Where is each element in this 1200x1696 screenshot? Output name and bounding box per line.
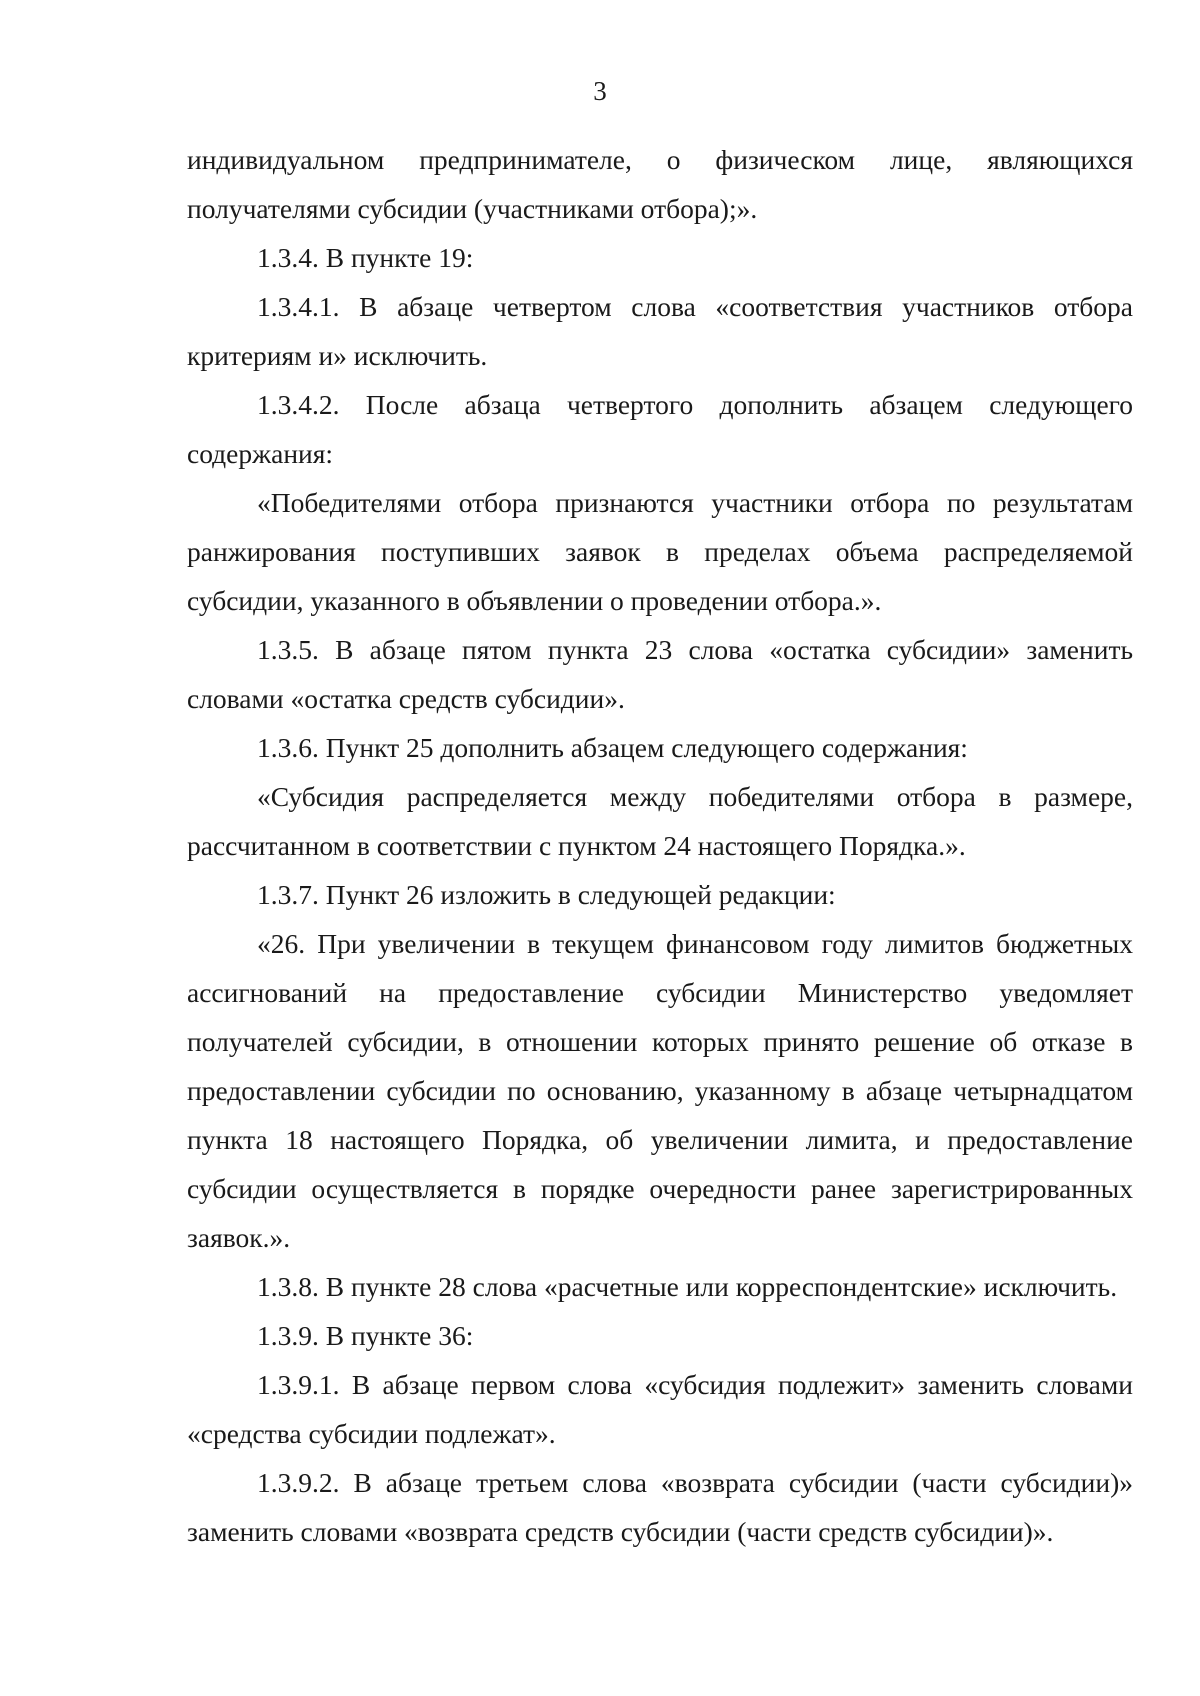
paragraph-1-3-9-2: 1.3.9.2. В абзаце третьем слова «возврата субсидии (части субсидии)» заменить словами «возврата средств субсидии (части средств субсидии)». [187, 1467, 1133, 1547]
paragraph-1-3-9-1: 1.3.9.1. В абзаце первом слова «субсидия подлежит» заменить словами «средства субсидии подлежат». [187, 1369, 1133, 1449]
paragraph-1-3-5: 1.3.5. В абзаце пятом пункта 23 слова «остатка субсидии» заменить словами «остатка средств субсидии». [187, 634, 1133, 714]
paragraph-quote-winners: «Победителями отбора признаются участники отбора по результатам ранжирования поступивших заявок в пределах объема распределяемой субсидии, указанного в объявлении о проведении отбора.». [187, 487, 1133, 616]
paragraph-1-3-4-2: 1.3.4.2. После абзаца четвертого дополнить абзацем следующего содержания: [187, 389, 1133, 469]
paragraph-quote-distribution: «Субсидия распределяется между победителями отбора в размере, рассчитанном в соответствии с пунктом 24 настоящего Порядка.». [187, 781, 1133, 861]
paragraph-continuation: индивидуальном предпринимателе, о физическом лице, являющихся получателями субсидии (участниками отбора);». [187, 144, 1133, 224]
paragraph-1-3-7: 1.3.7. Пункт 26 изложить в следующей редакции: [257, 879, 836, 910]
paragraph-1-3-4: 1.3.4. В пункте 19: [257, 242, 474, 273]
paragraph-quote-26: «26. При увеличении в текущем финансовом году лимитов бюджетных ассигнований на предоставление субсидии Министерство уведомляет получателей субсидии, в отношении которых принято решение об отказе в предоставлении субсидии по основанию, указанному в абзаце четырнадцатом пункта 18 настоящего Порядка, об увеличении лимита, и предоставление субсидии осуществляется в порядке очередности ранее зарегистрированных заявок.». [187, 928, 1133, 1253]
paragraph-1-3-8: 1.3.8. В пункте 28 слова «расчетные или корреспондентские» исключить. [257, 1271, 1118, 1302]
paragraph-1-3-4-1: 1.3.4.1. В абзаце четвертом слова «соответствия участников отбора критериям и» исключить. [187, 291, 1133, 371]
paragraph-1-3-6: 1.3.6. Пункт 25 дополнить абзацем следующего содержания: [257, 732, 968, 763]
paragraph-1-3-9: 1.3.9. В пункте 36: [257, 1320, 474, 1351]
document-body [187, 135, 1133, 1556]
page-number: 3 [593, 76, 607, 106]
